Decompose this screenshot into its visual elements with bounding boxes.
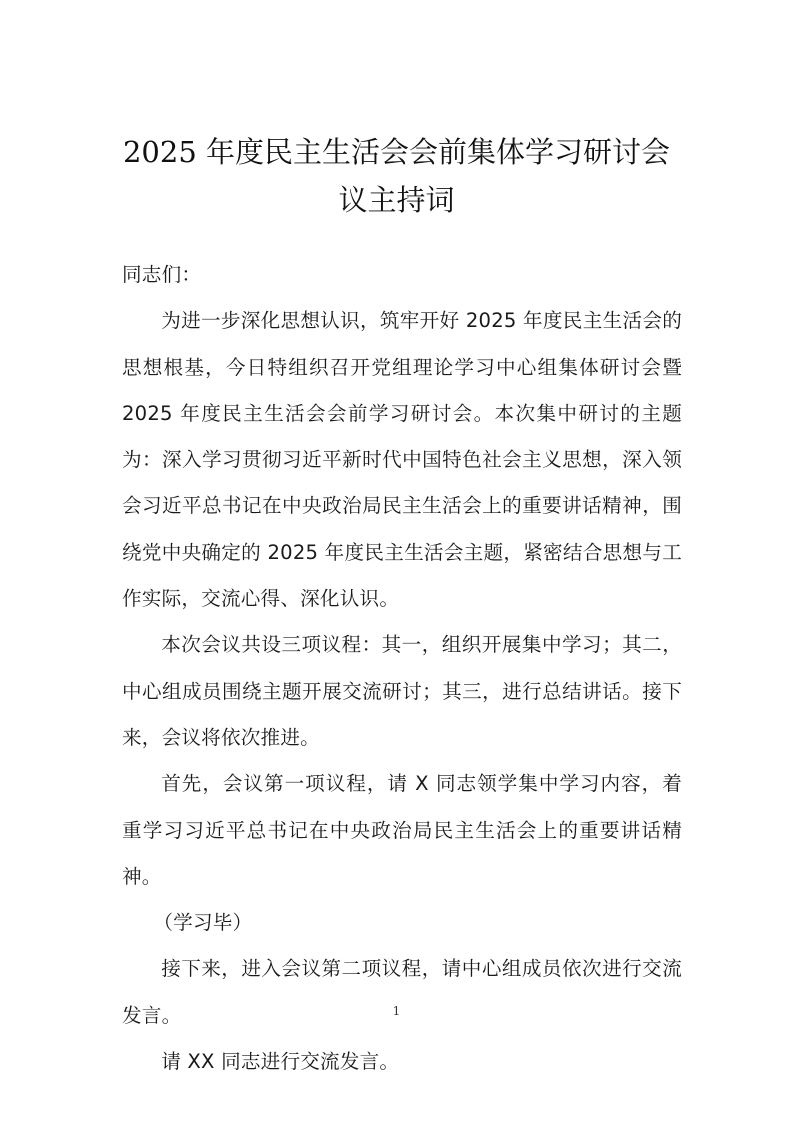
document-title	[100, 128, 693, 224]
paragraph-agenda: 本次会议共设三项议程：其一，组织开展集中学习；其二，中心组成员围绕主题开展交流研讨；其三，进行总结讲话。接下来，会议将依次推进。	[122, 633, 682, 749]
salutation: 同志们：	[122, 263, 202, 286]
paragraph-first-item: 首先，会议第一项议程，请 X 同志领学集中学习内容，着重学习习近平总书记在中央政治局民主生活会上的重要讲话精神。	[122, 772, 682, 888]
title-line-1: 2025 年度民主生活会会前集体学习研讨会	[122, 135, 671, 169]
paragraph-intro: 为进一步深化思想认识，筑牢开好 2025 年度民主生活会的思想根基，今日特组织召开党组理论学习中心组集体研讨会暨 2025 年度民主生活会会前学习研讨会。本次集中研讨的主题为：深入学习贯彻习近平新时代中国特色社会主义思想，深入领会习近平总书记在中央政治局民主生活会上的重要讲话精神，围绕党中央确定的 2025 年度民主生活会主题，紧密结合思想与工作实际，交流心得、深化认识。	[122, 309, 682, 611]
page-number: 1	[392, 1004, 401, 1018]
paragraph-speaker: 请 XX 同志进行交流发言。	[161, 1050, 400, 1074]
document-body	[122, 252, 682, 1085]
paragraph-second-item: 接下来，进入会议第二项议程，请中心组成员依次进行交流发言。	[122, 957, 682, 1027]
paragraph-study-done: （学习毕）	[153, 911, 253, 935]
title-line-2: 议主持词	[338, 183, 455, 217]
